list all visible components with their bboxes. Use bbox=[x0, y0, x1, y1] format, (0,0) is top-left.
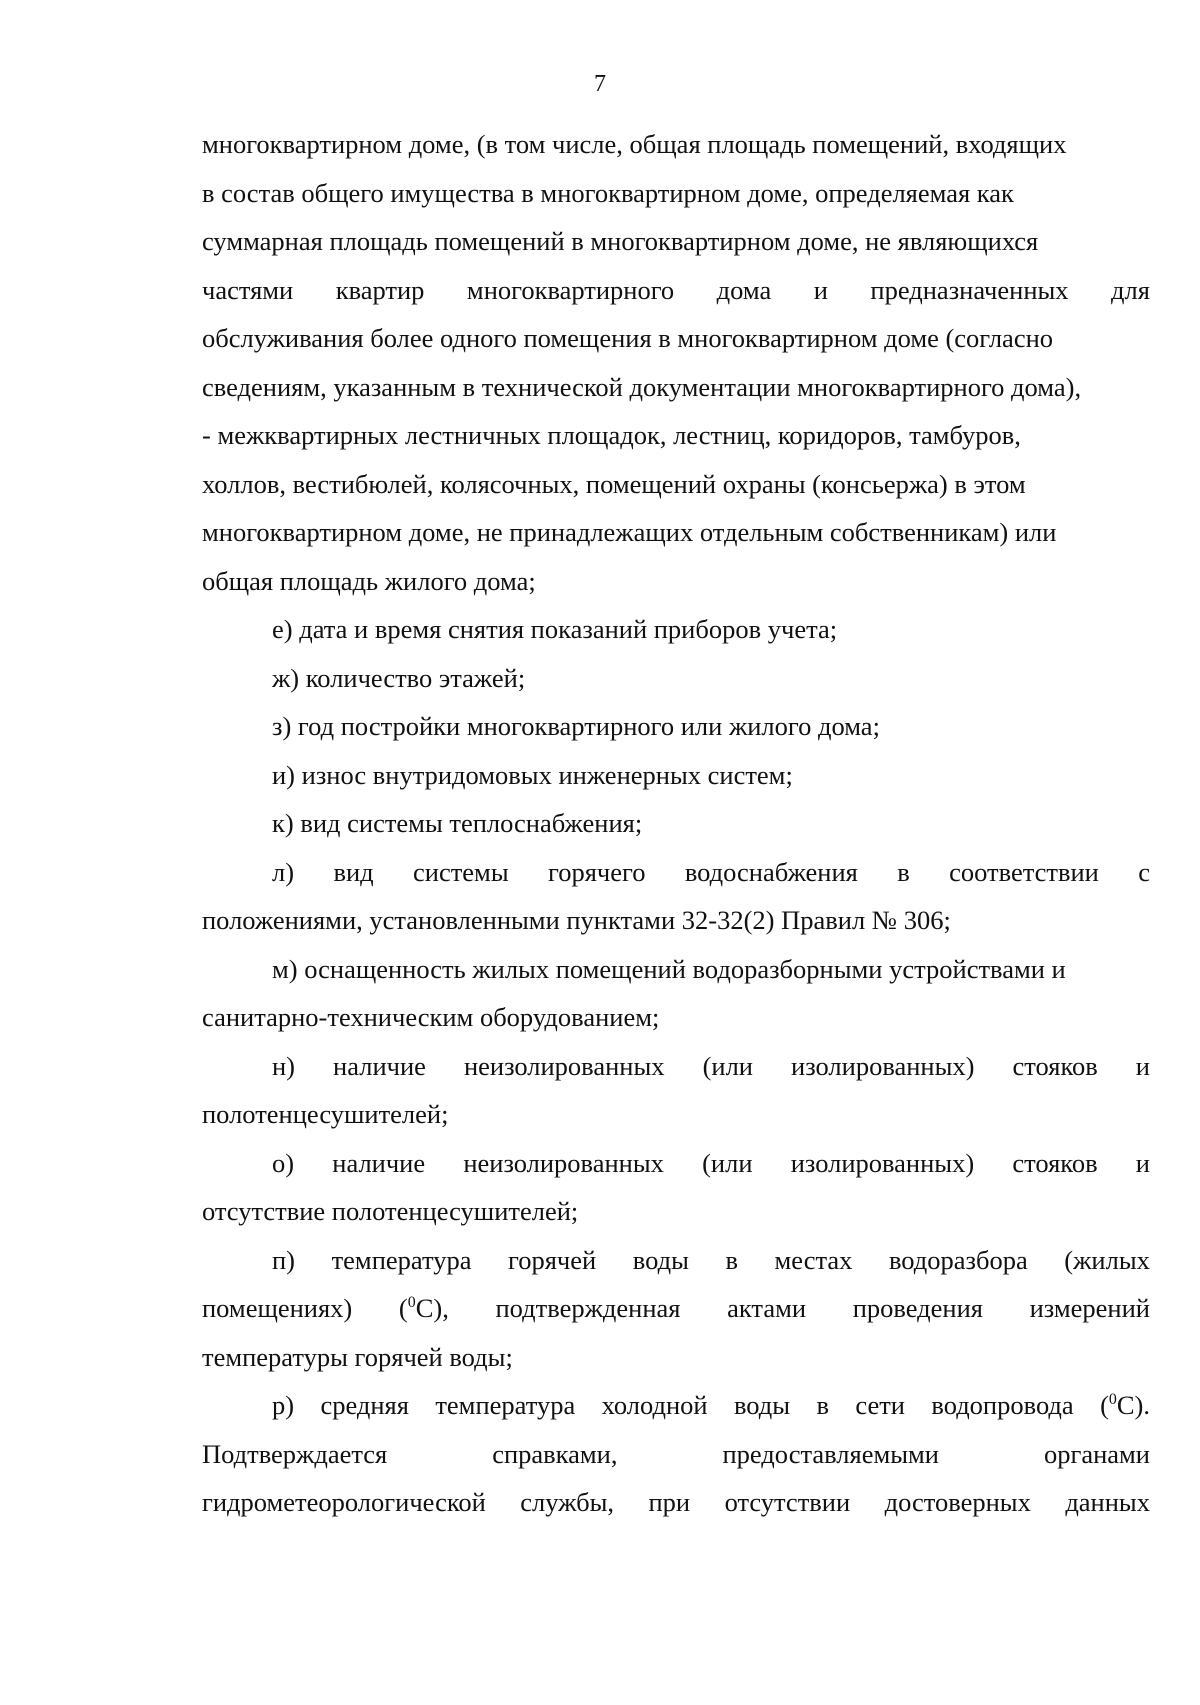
list-item-p bbox=[202, 1236, 1150, 1285]
word-degree: ($^0$С), bbox=[398, 1293, 449, 1323]
word: при bbox=[648, 1487, 691, 1517]
text-line: - межквартирных лестничных площадок, лестниц, коридоров, тамбуров, bbox=[202, 420, 1021, 450]
text-line bbox=[202, 1430, 1150, 1479]
word: отсутствии bbox=[724, 1487, 851, 1517]
word: помещениях) bbox=[202, 1293, 353, 1323]
word: неизолированных bbox=[463, 1050, 665, 1081]
word: органами bbox=[1043, 1438, 1150, 1469]
text-line: санитарно-техническим оборудованием; bbox=[202, 1002, 660, 1032]
list-item-r bbox=[202, 1381, 1150, 1430]
list-item-k: к) вид системы теплоснабжения; bbox=[272, 808, 643, 838]
word: п) bbox=[272, 1244, 296, 1275]
document-body bbox=[202, 120, 1150, 1527]
word: подтвержденная bbox=[495, 1293, 681, 1323]
text-line bbox=[202, 266, 1150, 315]
word: (или bbox=[702, 1050, 753, 1081]
word: н) bbox=[272, 1050, 296, 1081]
text-line: многоквартирном доме, (в том числе, общая площадь помещений, входящих bbox=[202, 129, 1067, 159]
text-line bbox=[202, 1284, 1150, 1333]
word: в bbox=[897, 856, 910, 887]
word: изолированных) bbox=[791, 1050, 975, 1081]
word: водоснабжения bbox=[684, 856, 858, 887]
list-item-n bbox=[202, 1042, 1150, 1091]
word: о) bbox=[272, 1147, 295, 1178]
word: проведения bbox=[852, 1293, 983, 1323]
word: и bbox=[813, 274, 828, 305]
word: Подтверждается bbox=[202, 1438, 388, 1469]
list-item-e: е) дата и время снятия показаний приборов учета; bbox=[272, 614, 838, 644]
list-item-l bbox=[202, 848, 1150, 897]
page-number: 7 bbox=[594, 71, 606, 97]
word: с bbox=[1138, 856, 1150, 887]
text-line bbox=[202, 1478, 1150, 1527]
text-line: многоквартирном доме, не принадлежащих отдельным собственникам) или bbox=[202, 517, 1057, 547]
word: температура bbox=[435, 1390, 576, 1420]
word: горячей bbox=[508, 1244, 597, 1275]
word: (жилых bbox=[1064, 1244, 1150, 1275]
word: данных bbox=[1065, 1487, 1150, 1517]
word: предоставляемыми bbox=[722, 1438, 939, 1469]
word: местах bbox=[774, 1244, 853, 1275]
word: стояков bbox=[1012, 1050, 1098, 1081]
list-item-o bbox=[202, 1139, 1150, 1188]
word: предназначенных bbox=[870, 274, 1069, 305]
degree-superscript: 0 bbox=[1108, 1391, 1117, 1409]
word: стояков bbox=[1012, 1147, 1098, 1178]
word: в bbox=[816, 1390, 829, 1420]
word: многоквартирного bbox=[466, 274, 675, 305]
text-line: полотенцесушителей; bbox=[202, 1099, 449, 1129]
list-item-z: з) год постройки многоквартирного или жилого дома; bbox=[272, 711, 880, 741]
text-line: суммарная площадь помещений в многоквартирном доме, не являющихся bbox=[202, 226, 1039, 256]
word: воды bbox=[733, 1390, 791, 1420]
text-line: положениями, установленными пунктами 32-32(2) Правил № 306; bbox=[202, 905, 951, 935]
word: водопровода bbox=[931, 1390, 1074, 1420]
word: наличие bbox=[332, 1147, 426, 1178]
text-line: отсутствие полотенцесушителей; bbox=[202, 1196, 579, 1226]
word: для bbox=[1111, 274, 1150, 305]
text-line: температуры горячей воды; bbox=[202, 1341, 513, 1372]
word: квартир bbox=[335, 274, 425, 305]
word: достоверных bbox=[884, 1487, 1031, 1517]
degree-superscript: 0 bbox=[407, 1294, 416, 1312]
word: частями bbox=[202, 274, 294, 305]
text-line: в состав общего имущества в многоквартирном доме, определяемая как bbox=[202, 177, 1014, 208]
word: сети bbox=[855, 1390, 905, 1420]
word: соответствии bbox=[949, 856, 1099, 887]
text-line: общая площадь жилого дома; bbox=[202, 565, 536, 596]
word: измерений bbox=[1029, 1293, 1150, 1323]
word: в bbox=[725, 1244, 738, 1275]
word: средняя bbox=[320, 1390, 409, 1420]
word: р) bbox=[272, 1390, 295, 1420]
word: наличие bbox=[333, 1050, 426, 1081]
word: вид bbox=[333, 856, 374, 887]
word: и bbox=[1135, 1050, 1150, 1081]
word: изолированных) bbox=[790, 1147, 975, 1178]
word: (или bbox=[702, 1147, 753, 1178]
word: актами bbox=[727, 1293, 807, 1323]
text-line: обслуживания более одного помещения в многоквартирном доме (согласно bbox=[202, 323, 1054, 353]
list-item-zh: ж) количество этажей; bbox=[272, 662, 526, 693]
word: воды bbox=[632, 1244, 689, 1275]
text-line: сведениям, указанным в технической документации многоквартирного дома), bbox=[202, 371, 1082, 402]
word: дома bbox=[716, 274, 772, 305]
word: гидрометеорологической bbox=[202, 1487, 486, 1517]
word: неизолированных bbox=[463, 1147, 664, 1178]
word: температура bbox=[331, 1244, 472, 1275]
word: холодной bbox=[601, 1390, 708, 1420]
word: горячего bbox=[548, 856, 646, 887]
word-degree: ($^0$С). bbox=[1100, 1390, 1150, 1420]
word: водоразбора bbox=[888, 1244, 1028, 1275]
word: л) bbox=[272, 856, 295, 887]
word: службы, bbox=[520, 1487, 615, 1517]
word: справками, bbox=[492, 1438, 618, 1469]
list-item-m: м) оснащенность жилых помещений водоразборными устройствами и bbox=[272, 953, 1066, 984]
text-line: холлов, вестибюлей, колясочных, помещений охраны (консьержа) в этом bbox=[202, 468, 1026, 499]
list-item-i: и) износ внутридомовых инженерных систем; bbox=[272, 759, 793, 790]
word: и bbox=[1135, 1147, 1150, 1178]
word: системы bbox=[413, 856, 509, 887]
